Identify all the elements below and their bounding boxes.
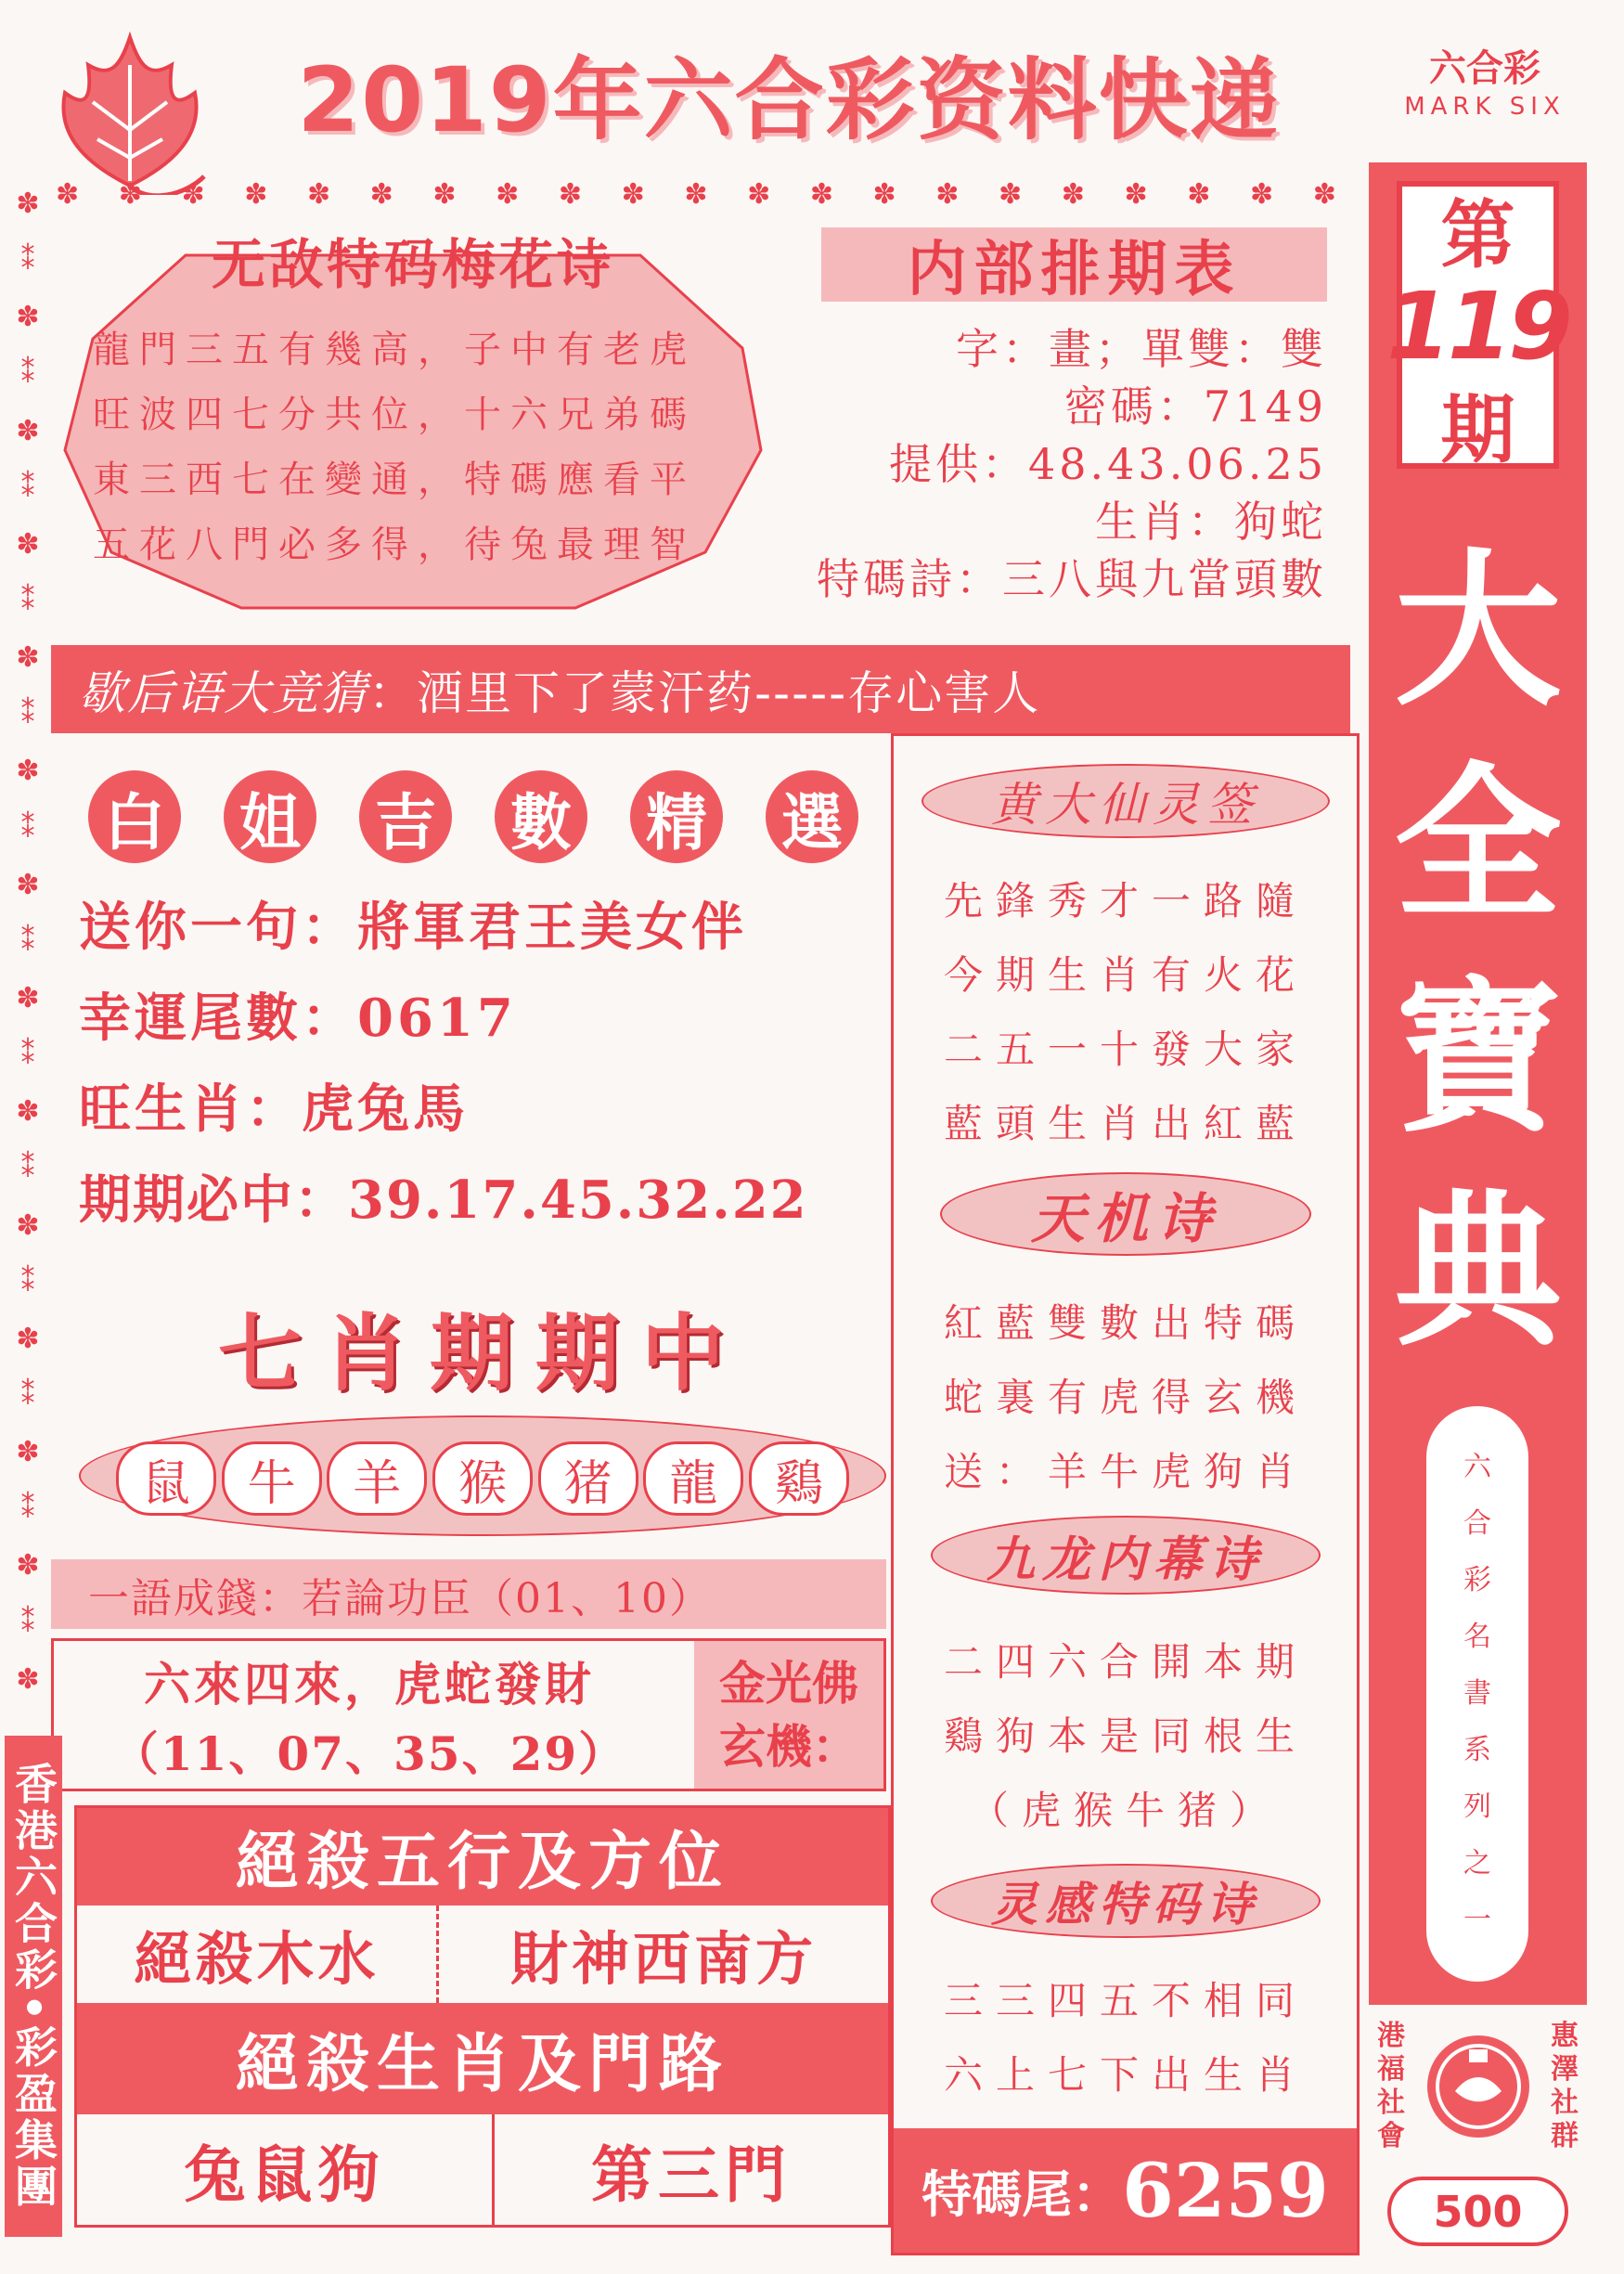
right-panel: [891, 733, 1360, 2255]
page-title: 2019年六合彩资料快递: [297, 47, 1281, 152]
series-char-1: 六: [1463, 1451, 1491, 1483]
big-char-1: 大: [1394, 535, 1562, 729]
golden-label-box: [694, 1641, 883, 1789]
wong-line-1: 先鋒秀才一路隨: [943, 878, 1308, 924]
big-char-4: 典: [1394, 1175, 1562, 1369]
plum-poem-line-1: 龍門三五有幾高，子中有老虎: [93, 329, 696, 371]
left-ornament-column: ✽ ⁑ ✽ ⁑ ✽ ⁑ ✽ ⁑ ✽ ⁑ ✽ ⁑ ✽ ⁑ ✽ ⁑ ✽ ⁑ ✽ ⁑ ✽ ⁑ ✽ ⁑ ✽ ⁑ ✽: [16, 187, 40, 1696]
issue-prefix: 第: [1440, 190, 1515, 278]
series-char-9: 一: [1463, 1904, 1491, 1936]
plum-poem-line-2: 旺波四七分共位，十六兄弟碼: [93, 394, 696, 436]
kill-cell-2: 財神西南方: [509, 1925, 817, 1993]
schedule-line-2: 密碼：7149: [1063, 381, 1327, 432]
kill-cell-3: 兔鼠狗: [77, 2114, 495, 2225]
bai-title-char-6: 選: [766, 770, 858, 863]
top-ornament-row: ✽ ✽ ✽ ✽ ✽ ✽ ✽ ✽ ✽ ✽ ✽ ✽ ✽ ✽ ✽ ✽ ✽ ✽ ✽ ✽ ✽: [56, 178, 1336, 211]
seal-emblem: [1427, 2035, 1529, 2138]
schedule-lines: [770, 316, 1327, 603]
golden-label: 金光佛玄機：: [719, 1655, 858, 1774]
yiyu-text: 一語成錢：若論功臣（01、10）: [88, 1574, 712, 1622]
kill-cell-1: 絕殺木水: [77, 1906, 439, 2003]
plum-poem-line-4: 五花八門必多得，待兔最理智: [93, 523, 696, 566]
leaf-logo: [37, 28, 223, 195]
schedule-line-1: 字：畫；單雙：雙: [956, 324, 1327, 374]
plum-poem-panel: [56, 218, 770, 627]
riddle-text: ：酒里下了蒙汗药-----存心害人: [368, 665, 1041, 720]
jiulong-line-2: 鷄狗本是同根生: [943, 1713, 1308, 1759]
seal-right-text: 惠澤社群: [1551, 2019, 1579, 2152]
wong-line-2: 今期生肖有火花: [943, 952, 1308, 998]
jiulong-line-1: 二四六合開本期: [943, 1639, 1308, 1685]
wong-line-4: 藍頭生肖出紅藍: [943, 1101, 1308, 1146]
animal-6: 龍: [643, 1441, 743, 1516]
price-value: 500: [1433, 2186, 1523, 2237]
animal-5: 猪: [538, 1441, 638, 1516]
animal-1: 鼠: [116, 1441, 216, 1516]
tianji-line-2: 蛇裏有虎得玄機: [943, 1375, 1308, 1420]
tail-label: 特碼尾：: [922, 2164, 1123, 2224]
series-char-3: 彩: [1463, 1564, 1491, 1596]
seven-title: 七肖期期中: [218, 1305, 747, 1402]
schedule-line-3: 提供：48.43.06.25: [889, 439, 1327, 489]
plum-poem-line-3: 東三西七在變通，特碼應看平: [93, 459, 696, 501]
bai-title-char-5: 精: [630, 770, 723, 863]
bai-title: [88, 770, 858, 872]
tianji-title: 天机诗: [940, 1172, 1311, 1256]
bai-line-1: 送你一句：將軍君王美女伴: [79, 897, 747, 958]
schedule-line-5: 特碼詩：三八與九當頭數: [817, 554, 1327, 604]
bai-line-2: 幸運尾數：0617: [79, 988, 517, 1049]
riddle-label: 歇后语大竞猜: [79, 665, 368, 720]
seal-left-text: 港福社會: [1377, 2019, 1405, 2152]
bai-title-char-4: 數: [495, 770, 587, 863]
issue-number: 119: [1386, 271, 1569, 381]
series-char-8: 之: [1463, 1847, 1491, 1880]
seven-banner: [79, 1415, 886, 1536]
kill-title-1: 絕殺五行及方位: [77, 1808, 888, 1906]
plum-poem-title: 无敌特码梅花诗: [211, 233, 614, 296]
bai-title-char-2: 姐: [224, 770, 316, 863]
golden-box: [51, 1638, 886, 1791]
wong-line-3: 二五一十發大家: [943, 1027, 1308, 1072]
big-char-2: 全: [1394, 748, 1562, 942]
tail-bar: [894, 2128, 1357, 2253]
bai-line-3: 旺生肖：虎兔馬: [79, 1079, 469, 1140]
golden-line-1: 六來四來，虎蛇發財: [144, 1656, 595, 1712]
linggan-line-2: 六上七下出生肖: [943, 2052, 1308, 2098]
issue-box: [1386, 181, 1569, 473]
series-char-6: 系: [1463, 1734, 1491, 1766]
golden-line-2: （11、07、35、29）: [111, 1725, 627, 1781]
big-char-3: 寶: [1394, 962, 1562, 1156]
bai-line-4: 期期必中：39.17.45.32.22: [79, 1169, 808, 1231]
bai-title-char-3: 吉: [359, 770, 452, 863]
jiulong-line-3: （虎猴牛猪）: [969, 1788, 1282, 1833]
seven-animals: [116, 1441, 849, 1512]
tianji-line-3: 送：羊牛虎狗肖: [943, 1449, 1308, 1494]
riddle-bar: [51, 645, 1350, 733]
linggan-title: 灵感特码诗: [931, 1864, 1321, 1938]
animal-3: 羊: [327, 1441, 427, 1516]
linggan-line-1: 三三四五不相同: [943, 1978, 1308, 2023]
side-bar: [1369, 162, 1587, 2167]
price-badge: [1387, 2177, 1568, 2246]
bai-title-char-1: 白: [88, 770, 181, 863]
schedule-line-4: 生肖：狗蛇: [1095, 497, 1327, 547]
kill-table: [74, 1805, 891, 2228]
schedule-title: 内部排期表: [821, 227, 1327, 302]
seal-area: [1369, 2005, 1587, 2167]
issue-suffix: 期: [1440, 385, 1515, 473]
series-char-5: 書: [1463, 1677, 1491, 1710]
tail-value: 6259: [1122, 2147, 1329, 2234]
mark-six-logo: 六合彩 MARK SIX: [1404, 46, 1566, 121]
animal-7: 鷄: [749, 1441, 849, 1516]
kill-cell-4: 第三門: [591, 2138, 792, 2211]
animal-2: 牛: [222, 1441, 322, 1516]
series-char-7: 列: [1463, 1790, 1491, 1823]
bai-lines: [79, 886, 896, 1258]
tianji-line-1: 紅藍雙數出特碼: [943, 1300, 1308, 1346]
animal-4: 猴: [432, 1441, 533, 1516]
series-char-2: 合: [1463, 1507, 1491, 1540]
yiyu-bar: [51, 1559, 886, 1629]
series-char-4: 名: [1463, 1621, 1491, 1653]
jiulong-title: 九龙内幕诗: [931, 1516, 1321, 1595]
wong-title: 黄大仙灵签: [922, 764, 1330, 838]
kill-title-2: 絕殺生肖及門路: [77, 2003, 888, 2114]
left-vertical-label: 香港六合彩•彩盈集團: [5, 1736, 62, 2237]
series-oval: [1426, 1406, 1528, 1982]
